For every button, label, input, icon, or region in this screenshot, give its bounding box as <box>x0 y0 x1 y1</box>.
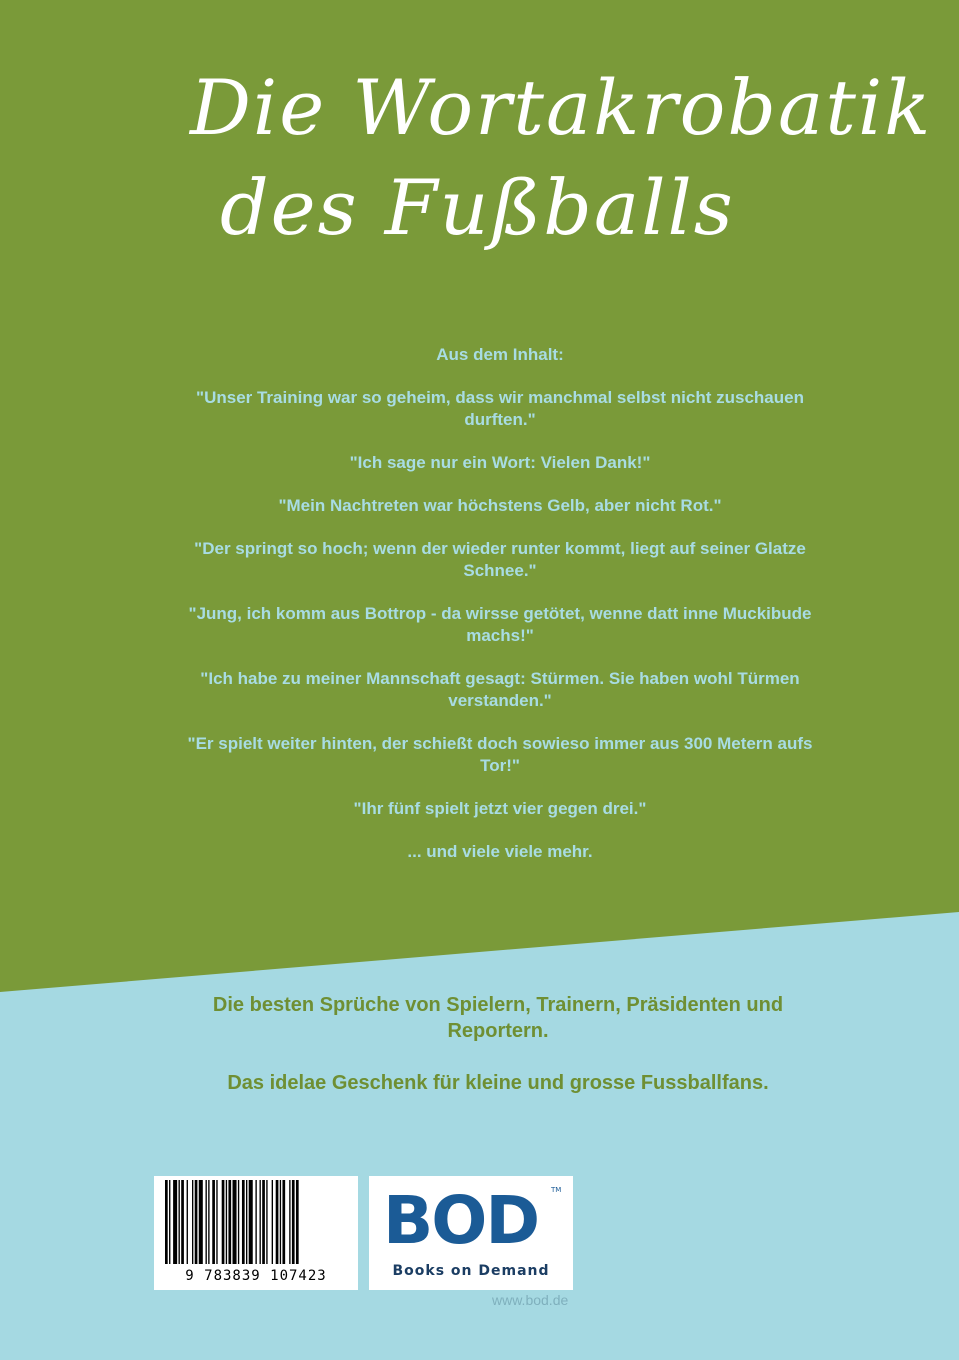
publisher-url: www.bod.de <box>492 1292 569 1308</box>
barcode-bar <box>208 1180 209 1264</box>
contents-heading: Aus dem Inhalt: <box>436 345 564 364</box>
barcode-bar <box>289 1180 290 1264</box>
quote-6: "Ich habe zu meiner Mannschaft gesagt: Stürmen. Sie haben wohl Türmen verstanden." <box>200 669 800 710</box>
barcode-bar <box>165 1180 168 1264</box>
logo-letters: BOD <box>383 1182 539 1259</box>
barcode-bar <box>266 1180 267 1264</box>
trademark-mark: TM <box>551 1186 562 1194</box>
blurb-line-1: Die besten Sprüche von Spielern, Trainern, Präsidenten und Reportern. <box>212 994 784 1042</box>
quote-5: "Jung, ich komm aus Bottrop - da wirsse getötet, wenne datt inne Muckibude machs!" <box>188 604 812 645</box>
barcode-bar <box>296 1180 299 1264</box>
barcode-bar <box>242 1180 245 1264</box>
barcode-bar <box>192 1180 193 1264</box>
contents-closing: ... und viele viele mehr. <box>407 842 593 861</box>
barcode-bar <box>233 1180 237 1264</box>
cover-title <box>150 58 933 258</box>
barcode-bar <box>228 1180 231 1264</box>
barcode-bar <box>222 1180 225 1264</box>
barcode-bar <box>282 1180 285 1264</box>
quote-7: "Er spielt weiter hinten, der schießt doch sowieso immer aus 300 Metern aufs Tor!" <box>187 734 813 775</box>
barcode-bars <box>161 1180 351 1266</box>
quotes-section <box>180 344 820 884</box>
barcode-bar <box>238 1180 239 1264</box>
barcode-bar <box>255 1180 256 1264</box>
quote-2: "Ich sage nur ein Wort: Vielen Dank!" <box>349 453 651 472</box>
title-line-2: des Fußballs <box>220 163 735 252</box>
barcode-bar <box>246 1180 247 1264</box>
quote-4: "Der springt so hoch; wenn der wieder runter kommt, liegt auf seiner Glatze Schnee." <box>194 539 806 580</box>
barcode-bar <box>187 1180 188 1264</box>
barcode-digits: 9 783839 107423 <box>185 1268 327 1284</box>
barcode-bar <box>260 1180 261 1264</box>
barcode-bar <box>195 1180 198 1264</box>
barcode-bar <box>179 1180 180 1264</box>
barcode-bar <box>280 1180 281 1264</box>
blurb <box>180 992 816 1122</box>
barcode-bar <box>199 1180 203 1264</box>
barcode-bar <box>249 1180 253 1264</box>
barcode-bar <box>169 1180 170 1264</box>
barcode-bar <box>212 1180 215 1264</box>
logo-tagline: Books on Demand <box>392 1263 550 1279</box>
quote-8: "Ihr fünf spielt jetzt vier gegen drei." <box>353 799 647 818</box>
quote-3: "Mein Nachtreten war höchstens Gelb, aber nicht Rot." <box>278 496 722 515</box>
barcode-bar <box>226 1180 227 1264</box>
barcode-bar <box>292 1180 295 1264</box>
barcode-bar <box>206 1180 207 1264</box>
title-line-1: Die Wortakrobatik <box>190 63 933 152</box>
barcode-bar <box>276 1180 279 1264</box>
blurb-line-2: Das idelae Geschenk für kleine und grosse Fussballfans. <box>227 1072 769 1094</box>
barcode-bar <box>272 1180 273 1264</box>
barcode-bar <box>262 1180 265 1264</box>
publisher-logo <box>369 1176 573 1290</box>
barcode-bar <box>181 1180 184 1264</box>
isbn-barcode <box>154 1176 358 1290</box>
barcode-bar <box>173 1180 177 1264</box>
barcode-bar <box>216 1180 217 1264</box>
quote-1: "Unser Training war so geheim, dass wir manchmal selbst nicht zuschauen durften." <box>196 388 804 429</box>
